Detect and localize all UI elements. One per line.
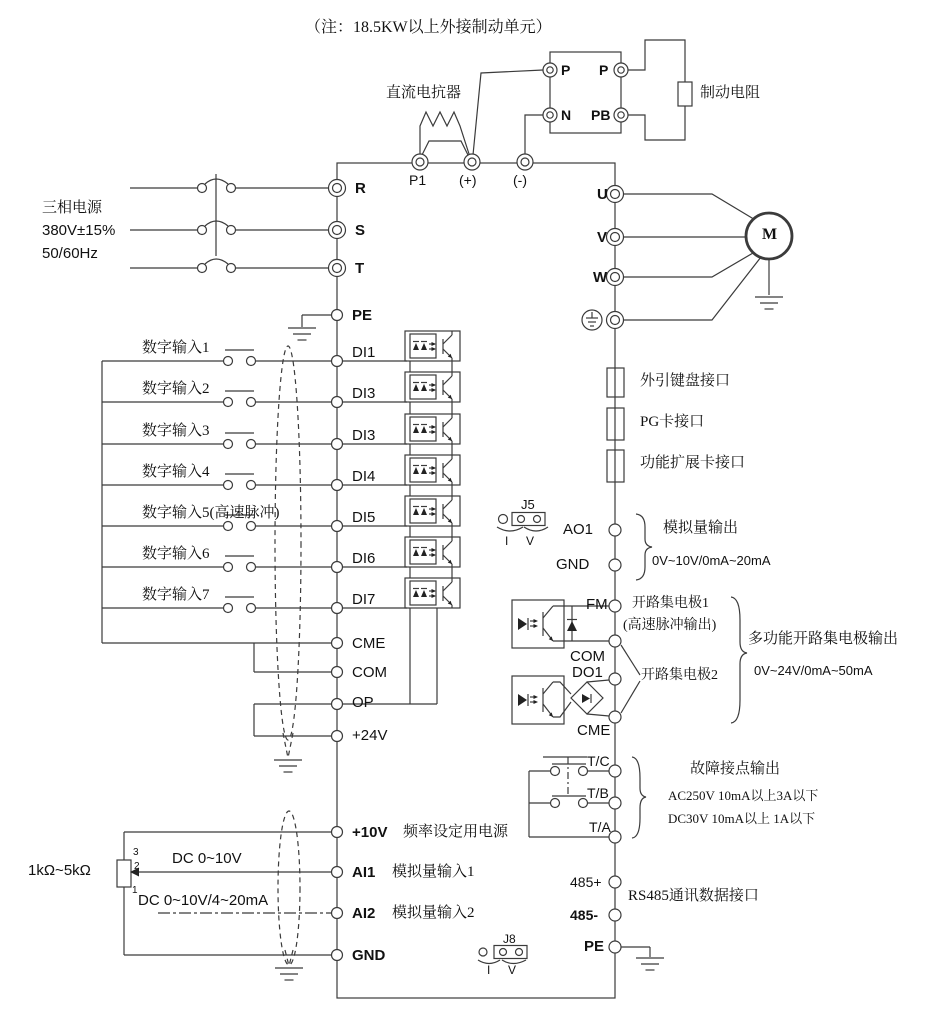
terminal-di6: DI6 — [352, 550, 376, 567]
terminal-ai2: AI2 — [352, 905, 376, 922]
terminal-v: V — [597, 229, 608, 246]
terminal-com-oc: COM — [570, 648, 605, 665]
terminal-r: R — [355, 180, 366, 197]
power-source-line2: 380V±15% — [42, 222, 116, 239]
open-collector-terminals — [609, 597, 747, 723]
terminal-di4: DI4 — [352, 468, 376, 485]
terminal-ai1: AI1 — [352, 864, 376, 881]
di-label-6: 数字输入6 — [142, 546, 210, 562]
terminal-485p: 485+ — [570, 874, 602, 890]
braking-resistor — [628, 40, 692, 140]
oc-range: 0V~24V/0mA~50mA — [754, 663, 873, 678]
terminal-cme: CME — [352, 635, 386, 652]
shield-cable-digital — [274, 346, 302, 772]
terminal-ta: T/A — [589, 819, 611, 835]
di-label-2: 数字输入2 — [142, 381, 210, 397]
oc1-sub-label: (高速脉冲输出) — [623, 618, 717, 633]
motor-output-wiring — [582, 186, 792, 331]
interface-expansion-card: 功能扩展卡接口 — [640, 455, 746, 471]
j5-v-label: V — [526, 534, 535, 548]
oc-title: 多功能开路集电极输出 — [748, 631, 899, 647]
terminal-24v: +24V — [352, 727, 388, 744]
terminal-plus: (+) — [459, 172, 477, 188]
terminal-minus: (-) — [513, 172, 527, 188]
j8-v-label: V — [508, 963, 517, 977]
analog-output-title: 模拟量输出 — [663, 520, 739, 536]
analog-output-range: 0V~10V/0mA~20mA — [652, 553, 771, 568]
do1-optocoupler — [512, 676, 609, 724]
rs485-title: RS485通讯数据接口 — [628, 888, 759, 904]
power-input — [130, 174, 346, 277]
brakeunit-terminal-p-right: P — [599, 62, 609, 78]
terminal-485n: 485- — [570, 907, 599, 923]
ai2-signal-label: DC 0~10V/4~20mA — [138, 892, 269, 909]
j8-jumper — [478, 946, 527, 964]
di-label-1: 数字输入1 — [142, 340, 210, 356]
terminal-p1: P1 — [409, 172, 427, 188]
fault-relay-title: 故障接点输出 — [690, 761, 781, 777]
control-terminal-wiring — [102, 638, 343, 742]
interface-keypad: 外引键盘接口 — [640, 373, 731, 389]
terminal-t: T — [355, 260, 365, 277]
j5-i-label: I — [505, 534, 509, 548]
terminal-ai1-desc: 模拟量输入1 — [392, 864, 475, 880]
oc1-label: 开路集电极1 — [632, 596, 709, 611]
j8-label: J8 — [503, 932, 516, 946]
power-source-line1: 三相电源 — [42, 200, 103, 216]
pot-pin-1: 1 — [132, 885, 138, 896]
braking-unit — [543, 52, 628, 133]
terminal-pe-comm: PE — [584, 938, 605, 955]
oc2-label: 开路集电极2 — [641, 668, 718, 683]
di-label-3: 数字输入3 — [142, 423, 210, 439]
terminal-di7: DI7 — [352, 591, 376, 608]
terminal-s: S — [355, 222, 366, 239]
terminal-10v: +10V — [352, 824, 388, 841]
terminal-cme-oc: CME — [577, 722, 611, 739]
terminal-w: W — [593, 269, 608, 286]
note-text: （注：18.5KW以上外接制动单元） — [305, 19, 552, 36]
terminal-ao1: AO1 — [563, 521, 594, 538]
terminal-ai2-desc: 模拟量输入2 — [392, 905, 475, 921]
terminal-pe-input: PE — [352, 307, 373, 324]
brake-resistor-label: 制动电阻 — [700, 85, 761, 101]
terminal-di1: DI1 — [352, 344, 376, 361]
j5-label: J5 — [521, 497, 535, 512]
terminal-tb: T/B — [587, 785, 609, 801]
terminal-di2: DI3 — [352, 385, 376, 402]
pot-value-label: 1kΩ~5kΩ — [28, 862, 91, 879]
pot-pin-3: 3 — [133, 847, 139, 858]
terminal-tc: T/C — [587, 753, 610, 769]
terminal-di5: DI5 — [352, 509, 376, 526]
power-source-line3: 50/60Hz — [42, 245, 98, 262]
terminal-com: COM — [352, 664, 387, 681]
brakeunit-terminal-pb: PB — [591, 107, 611, 123]
j5-jumper — [497, 513, 548, 532]
terminal-10v-desc: 频率设定用电源 — [403, 824, 509, 840]
terminal-u: U — [597, 186, 608, 203]
terminal-gnd-input: GND — [352, 947, 386, 964]
fault-relay-spec-ac: AC250V 10mA以上3A以下 — [668, 788, 819, 803]
pot-pin-2: 2 — [134, 861, 140, 872]
di-label-4: 数字输入4 — [142, 464, 210, 480]
terminal-di3: DI3 — [352, 427, 376, 444]
terminal-do1: DO1 — [572, 664, 603, 681]
inverter-outline — [337, 163, 615, 998]
terminal-op: OP — [352, 694, 374, 711]
di-label-5: 数字输入5(高速脉冲) — [142, 505, 280, 521]
dc-reactor — [420, 112, 470, 157]
motor-symbol: M — [762, 226, 778, 243]
pe-input — [288, 310, 343, 341]
dc-reactor-label: 直流电抗器 — [386, 85, 462, 101]
interface-pg-card: PG卡接口 — [640, 414, 705, 430]
terminal-fm: FM — [586, 596, 608, 613]
brakeunit-terminal-n: N — [561, 107, 572, 123]
brakeunit-terminal-p-left: P — [561, 62, 571, 78]
fault-relay-spec-dc: DC30V 10mA以上 1A以下 — [668, 811, 816, 826]
terminal-gnd-ao: GND — [556, 556, 590, 573]
ai1-signal-label: DC 0~10V — [172, 850, 242, 867]
di-label-7: 数字输入7 — [142, 587, 210, 603]
j8-i-label: I — [487, 963, 491, 977]
